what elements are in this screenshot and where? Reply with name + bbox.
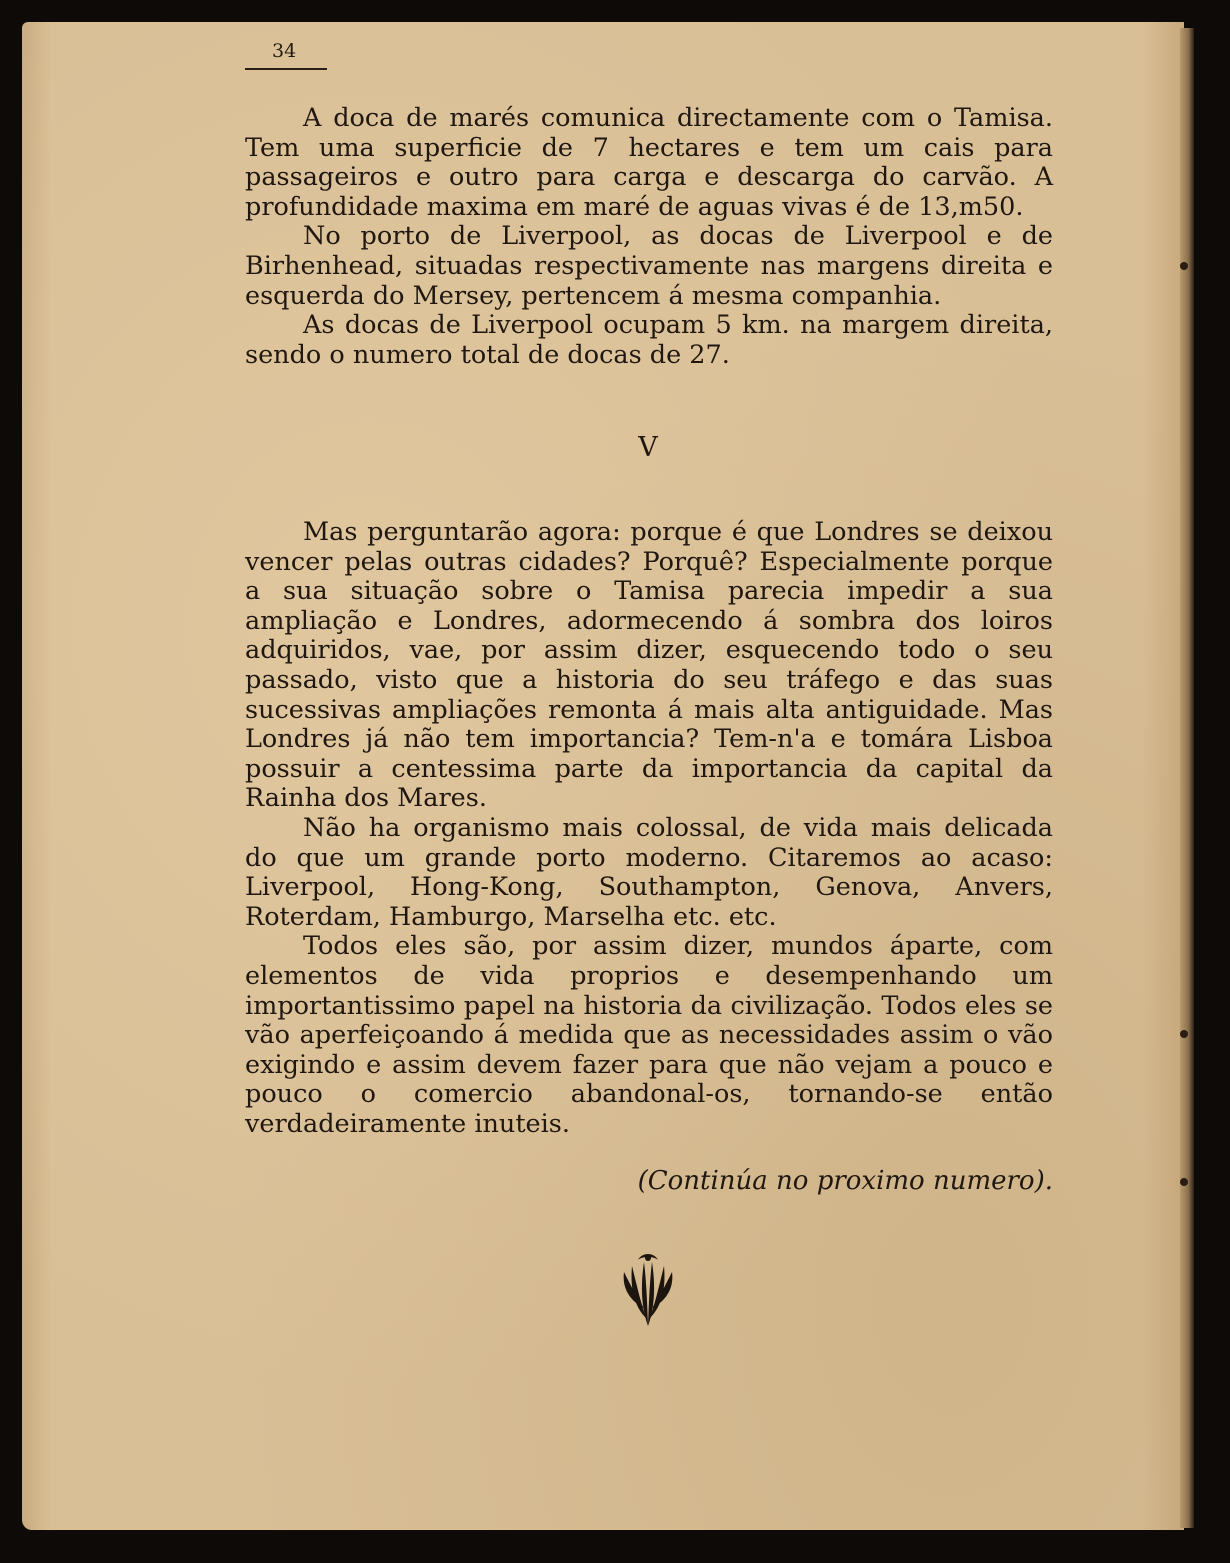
- fleuron-ornament-icon: [620, 1248, 676, 1328]
- text-block-bottom: [245, 518, 1053, 1139]
- binding-stitch: [1180, 262, 1188, 270]
- binding-stitch: [1180, 1178, 1188, 1186]
- binding-fold: [1180, 28, 1194, 1528]
- paragraph: A doca de marés comunica directamente com o Tamisa. Tem uma superficie de 7 hectares e tem um cais para passageiros e outro para carga e descarga do carvão. A profundidade maxima em maré de aguas vivas é de 13,m50.: [245, 103, 1053, 222]
- section-heading: V: [638, 432, 658, 463]
- paragraph: Todos eles são, por assim dizer, mundos áparte, com elementos de vida proprios e desempenhando um importantissimo papel na historia da civilização. Todos eles se vão aperfeiçoando á medida que as necessidades assim o vão exigindo e assim devem fazer para que não vejam a pouco e pouco o comercio abandonal-os, tornando-se então verdadeiramente inuteis.: [245, 931, 1053, 1139]
- paragraph: Não ha organismo mais colossal, de vida mais delicada do que um grande porto moderno. Citaremos ao acaso: Liverpool, Hong-Kong, Southampton, Genova, Anvers, Roterdam, Hamburgo, Marselha etc. etc.: [245, 812, 1053, 932]
- paragraph: Mas perguntarão agora: porque é que Londres se deixou vencer pelas outras cidades? Porquê? Especialmente porque a sua situação sobre o Tamisa parecia impedir a sua ampliação e Londres, adormecendo á sombra dos loiros adquiridos, vae, por assim dizer, esquecendo todo o seu passado, visto que a historia do seu tráfego e das suas sucessivas ampliações remonta á mais alta antiguidade. Mas Londres já não tem importancia? Tem-n'a e tomára Lisboa possuir a centessima parte da importancia da capital da Rainha dos Mares.: [245, 517, 1053, 814]
- paragraph: As docas de Liverpool ocupam 5 km. na margem direita, sendo o numero total de docas de 27.: [245, 310, 1053, 370]
- continuation-note: (Continúa no proximo numero).: [637, 1166, 1053, 1196]
- text-block-top: [245, 104, 1053, 370]
- binding-stitch: [1180, 1030, 1188, 1038]
- page-number: 34: [272, 40, 297, 62]
- paragraph: No porto de Liverpool, as docas de Liverpool e de Birhenhead, situadas respectivamente nas margens direita e esquerda do Mersey, pertencem á mesma companhia.: [245, 221, 1053, 311]
- header-rule: [245, 68, 327, 70]
